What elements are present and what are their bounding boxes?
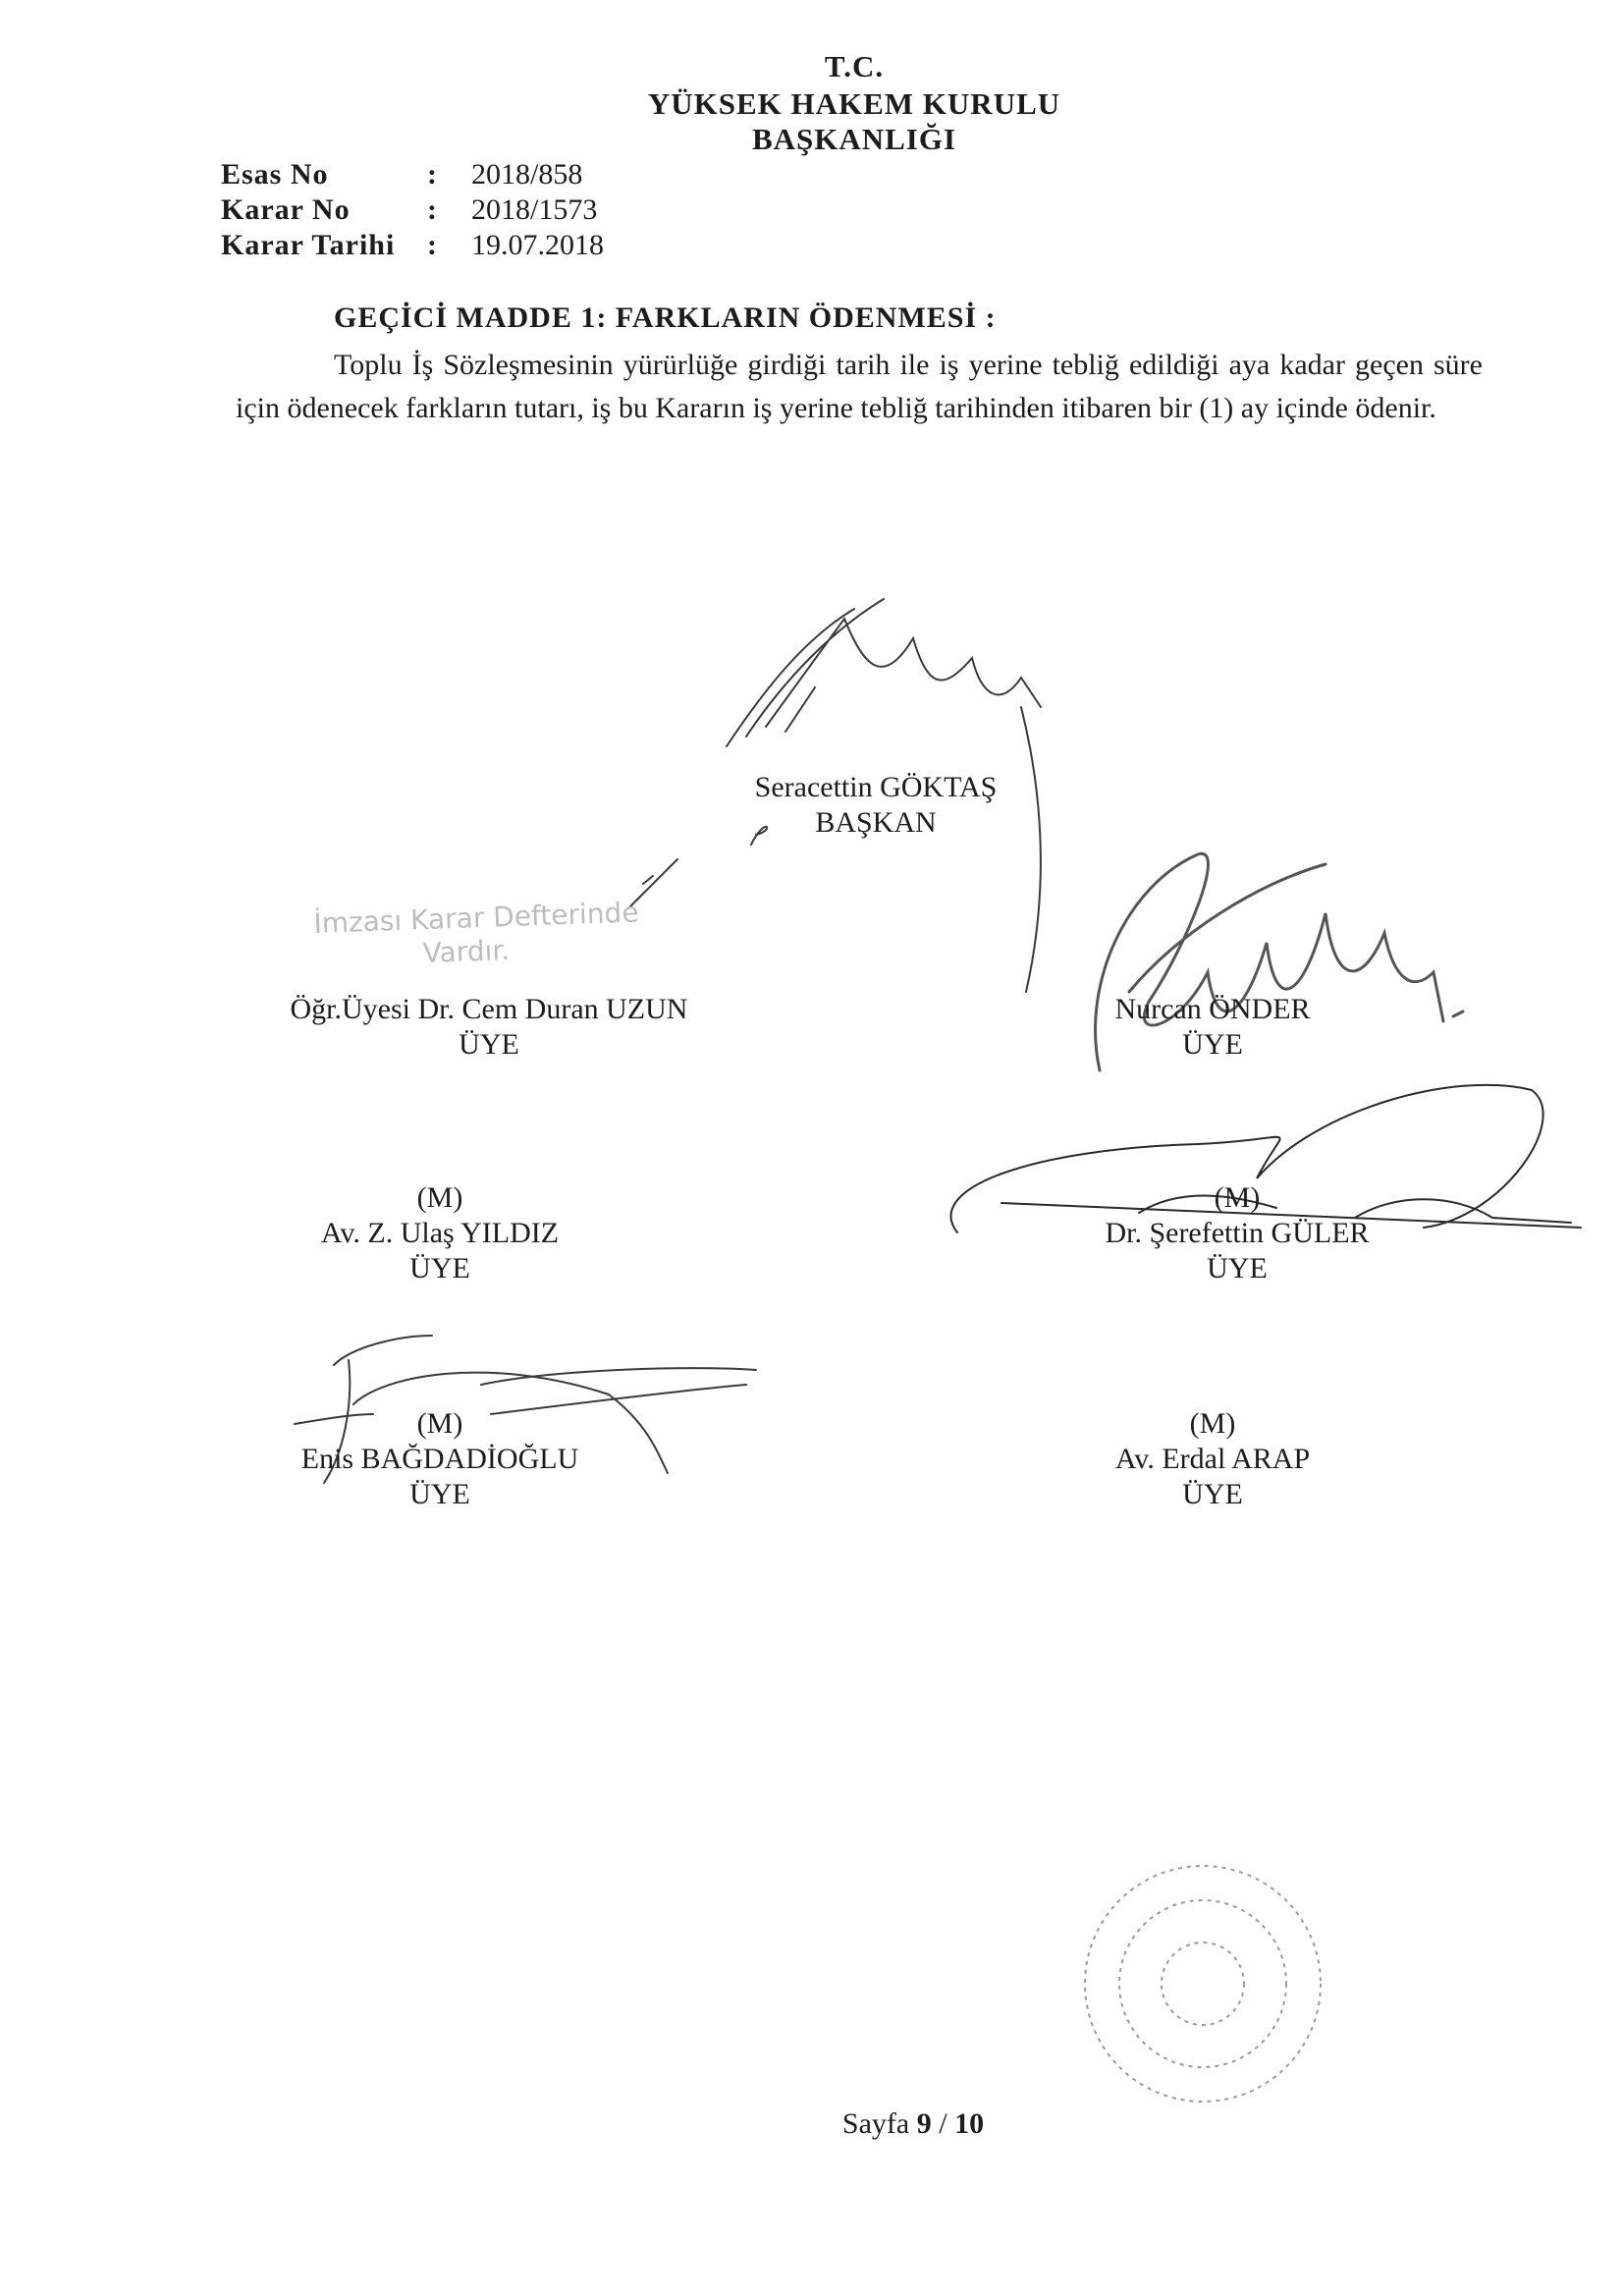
page-total: 10 (954, 2107, 985, 2140)
signatory-onder (938, 992, 1488, 1063)
signatory-mark: (M) (416, 1407, 463, 1440)
meta-colon: : (427, 193, 437, 226)
page-separator: / (939, 2107, 947, 2140)
meta-row-karar (221, 192, 668, 228)
signatory-mark: (M) (1214, 1181, 1261, 1214)
stamp-line: İmzası Karar Defterinde (312, 896, 640, 940)
page-footer (766, 2107, 1060, 2141)
signatory-name: Öğr.Üyesi Dr. Cem Duran UZUN (290, 993, 688, 1025)
header-tc: T.C. (824, 49, 885, 83)
signatory-name: Nurcan ÖNDER (1114, 993, 1311, 1025)
meta-value: 2018/1573 (471, 193, 598, 226)
signatory-name: Enis BAĞDADİOĞLU (300, 1443, 579, 1475)
signatory-guler (962, 1180, 1512, 1286)
signatory-yildiz (165, 1180, 715, 1286)
signatory-bagdadioglu (165, 1406, 715, 1512)
meta-colon: : (427, 229, 437, 261)
signatory-arap (938, 1406, 1488, 1512)
signatory-role: ÜYE (409, 1478, 470, 1510)
case-meta (221, 157, 668, 263)
signatory-name: Av. Z. Ulaş YILDIZ (320, 1217, 560, 1249)
seal-stamp (1085, 1866, 1321, 2102)
signatory-name: Seracettin GÖKTAŞ (754, 771, 998, 803)
signature-note-stamp (313, 896, 649, 974)
meta-colon: : (427, 158, 437, 191)
signatory-role: ÜYE (409, 1252, 470, 1285)
meta-label: Esas No (221, 158, 329, 191)
signatory-role: ÜYE (459, 1028, 519, 1061)
header-presidency: BAŞKANLIĞI (751, 122, 957, 156)
signatory-name: Av. Erdal ARAP (1114, 1443, 1311, 1475)
section-title: GEÇİCİ MADDE 1: FARKLARIN ÖDENMESİ : (334, 301, 997, 334)
page-label: Sayfa (841, 2107, 910, 2140)
signatory-mark: (M) (416, 1181, 463, 1214)
header-institution: YÜKSEK HAKEM KURULU (647, 86, 1061, 121)
page-number: 9 (916, 2107, 932, 2140)
signatory-name: Dr. Şerefettin GÜLER (1105, 1217, 1370, 1249)
meta-label: Karar No (221, 193, 351, 226)
signatory-role: ÜYE (1182, 1028, 1243, 1061)
signatory-role: ÜYE (1182, 1478, 1243, 1510)
signatory-mark: (M) (1189, 1407, 1236, 1440)
signatory-president (601, 770, 1151, 841)
signatory-uzun (214, 992, 764, 1063)
signatory-role: ÜYE (1207, 1252, 1268, 1285)
signatory-role: BAŞKAN (815, 806, 937, 839)
stamp-line: Vardır. (422, 934, 511, 970)
meta-value: 19.07.2018 (471, 229, 604, 261)
meta-row-tarih (221, 228, 668, 263)
meta-row-esas (221, 157, 668, 192)
meta-value: 2018/858 (471, 158, 583, 191)
section-body: Toplu İş Sözleşmesinin yürürlüğe girdiği tarih ile iş yerine tebliğ edildiği aya kadar geçen süre için ödenecek farkların tutarı, iş bu Kararın iş yerine tebliğ tarihinden itibaren bir (1) ay içinde ödenir. (236, 349, 1483, 424)
meta-label: Karar Tarihi (221, 229, 396, 261)
